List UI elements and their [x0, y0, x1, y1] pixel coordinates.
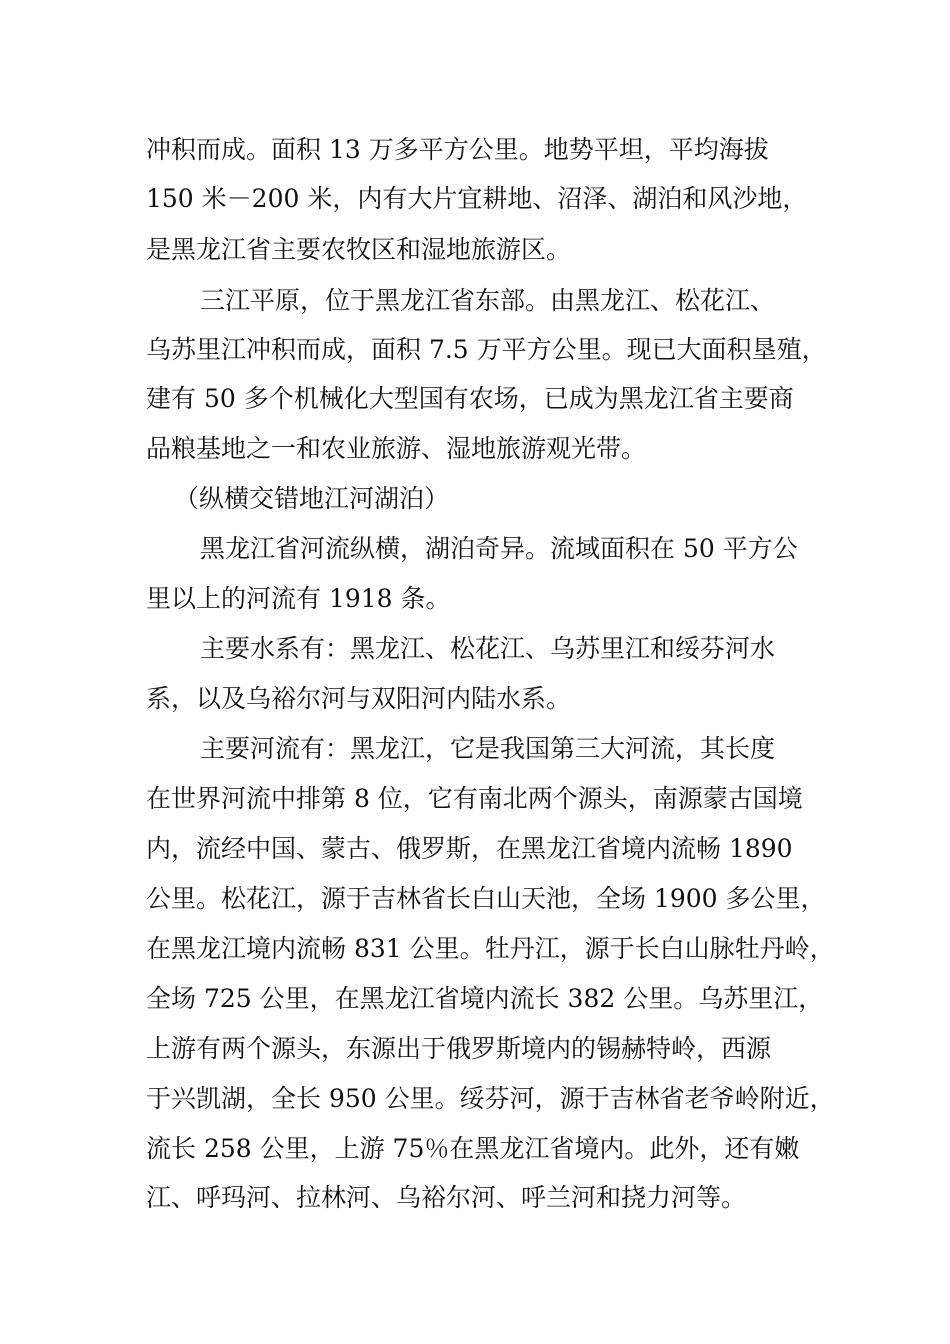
text-line-11: 主要水系有：黑龙江、松花江、乌苏里江和绥芬河水: [200, 634, 776, 663]
text-line-20: 于兴凯湖，全长 950 公里。绥芬河，源于吉林省老爷岭附近，: [146, 1084, 835, 1113]
text-line-15: 内，流经中国、蒙古、俄罗斯，在黑龙江省境内流畅 1890: [146, 834, 793, 863]
text-line-2: 150 米－200 米，内有大片宜耕地、沼泽、湖泊和风沙地，: [146, 184, 808, 213]
text-line-14: 在世界河流中排第 8 位，它有南北两个源头，南源蒙古国境: [146, 784, 803, 813]
text-line-5: 乌苏里江冲积而成，面积 7.5 万平方公里。现已大面积垦殖，: [146, 335, 827, 364]
text-line-9: 黑龙江省河流纵横，湖泊奇异。流域面积在 50 平方公: [200, 534, 798, 563]
text-line-4: 三江平原，位于黑龙江省东部。由黑龙江、松花江、: [200, 286, 776, 315]
text-line-3: 是黑龙江省主要农牧区和湿地旅游区。: [146, 235, 572, 264]
text-line-13: 主要河流有：黑龙江，它是我国第三大河流，其长度: [200, 734, 776, 763]
text-line-10: 里以上的河流有 1918 条。: [146, 584, 451, 613]
text-line-6: 建有 50 多个机械化大型国有农场，已成为黑龙江省主要商: [146, 384, 794, 413]
text-line-21: 流长 258 公里，上游 75％在黑龙江省境内。此外，还有嫩: [146, 1134, 800, 1163]
text-line-19: 上游有两个源头，东源出于俄罗斯境内的锡赫特岭，西源: [146, 1034, 772, 1063]
text-line-17: 在黑龙江境内流畅 831 公里。牡丹江，源于长白山脉牡丹岭，: [146, 934, 835, 963]
text-line-12: 系，以及乌裕尔河与双阳河内陆水系。: [146, 684, 572, 713]
text-line-16: 公里。松花江，源于吉林省长白山天池，全场 1900 多公里，: [146, 884, 826, 913]
text-line-1: 冲积而成。面积 13 万多平方公里。地势平坦，平均海拔: [146, 135, 769, 164]
text-line-22: 江、呼玛河、拉林河、乌裕尔河、呼兰河和挠力河等。: [146, 1183, 747, 1212]
text-line-7: 品粮基地之一和农业旅游、湿地旅游观光带。: [146, 434, 647, 463]
section-heading: （纵横交错地江河湖泊）: [174, 484, 450, 513]
text-line-18: 全场 725 公里，在黑龙江省境内流长 382 公里。乌苏里江，: [146, 984, 824, 1013]
